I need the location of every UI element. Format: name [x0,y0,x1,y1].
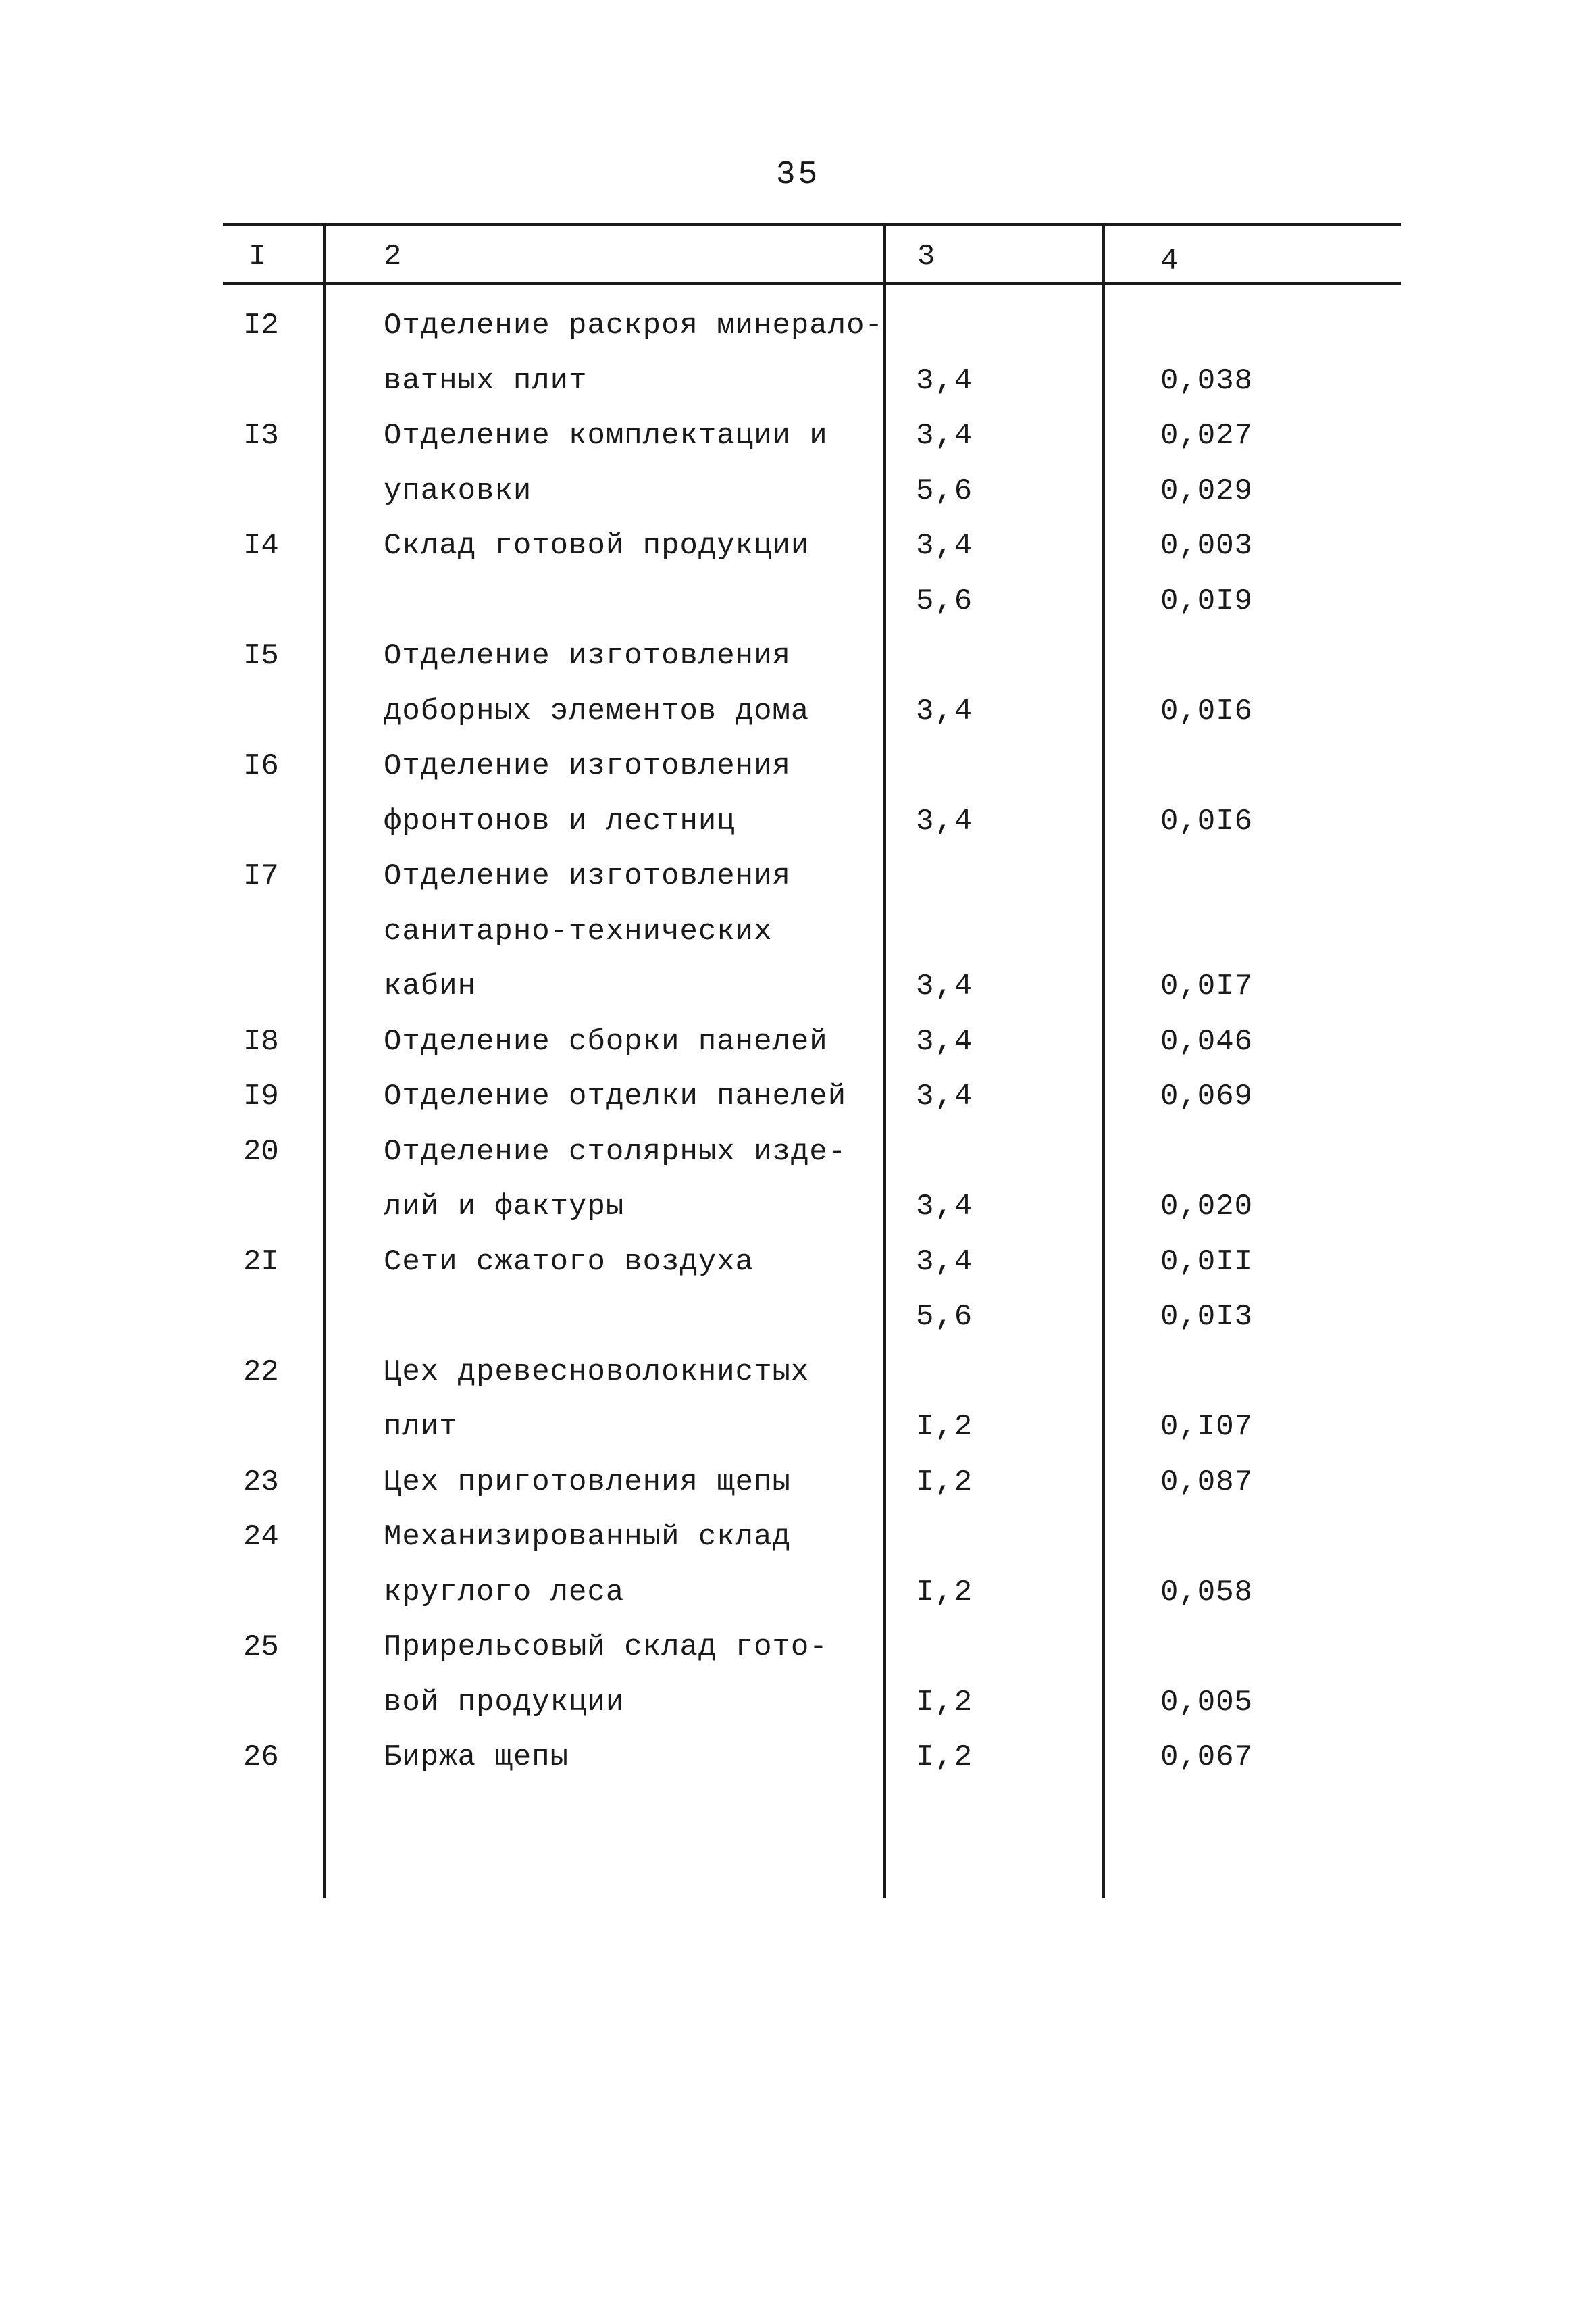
row-name: Отделение комплектации и [384,419,828,453]
row-value: 0,0I9 [1160,584,1254,618]
row-number: I8 [243,1024,279,1059]
row-name: Отделение изготовления [384,749,791,783]
row-value: 0,058 [1160,1575,1254,1609]
row-value: 0,0I6 [1160,804,1254,838]
table-row [0,1180,1596,1235]
row-value: 0,0I7 [1160,970,1254,1003]
row-number: 23 [243,1465,279,1499]
row-category: 3,4 [916,1244,974,1279]
table-header-col2: 2 [384,240,402,274]
row-number: 24 [243,1520,279,1554]
row-name: Цех древесноволокнистых [384,1355,810,1389]
row-category: 3,4 [916,694,974,728]
row-number: I9 [243,1080,279,1113]
row-category: 3,4 [916,1190,974,1224]
row-value: 0,027 [1160,419,1254,453]
table-row [0,409,1596,464]
row-name: плит [384,1410,458,1444]
table-row [0,1730,1596,1786]
table-row [0,795,1596,850]
table-row [0,354,1596,409]
row-value: 0,046 [1160,1024,1254,1059]
row-name: Биржа щепы [384,1740,569,1774]
table-row [0,1455,1596,1511]
row-category: 5,6 [916,584,974,618]
row-value: 0,005 [1160,1685,1254,1719]
table-row [0,1070,1596,1125]
table-row [0,1400,1596,1455]
table-row [0,684,1596,740]
row-category: 5,6 [916,1300,974,1334]
table-row [0,464,1596,520]
row-category: 3,4 [916,804,974,838]
row-value: 0,020 [1160,1190,1254,1224]
row-value: 0,067 [1160,1740,1254,1774]
row-number: 26 [243,1740,279,1774]
table-row [0,1620,1596,1676]
row-category: I,2 [916,1410,974,1444]
row-value: 0,I07 [1160,1410,1254,1444]
row-name: Сети сжатого воздуха [384,1244,754,1279]
table-row [0,629,1596,684]
table-row [0,1290,1596,1345]
table-row [0,849,1596,905]
page-number: 35 [775,157,821,193]
row-category: 3,4 [916,419,974,453]
row-name: круглого леса [384,1575,625,1609]
row-category: I,2 [916,1465,974,1499]
row-value: 0,0I3 [1160,1300,1254,1334]
table-row [0,1125,1596,1180]
row-number: I3 [243,419,279,453]
row-name: санитарно-технических [384,914,773,949]
row-number: I5 [243,639,279,673]
row-value: 0,0I6 [1160,694,1254,728]
row-category: 3,4 [916,363,974,398]
table-row [0,1345,1596,1401]
row-name: Отделение раскроя минерало- [384,309,883,343]
row-value: 0,0II [1160,1244,1254,1279]
table-row [0,1015,1596,1070]
table-row [0,299,1596,354]
row-name: ватных плит [384,363,588,398]
row-value: 0,069 [1160,1080,1254,1113]
table-top-rule [223,223,1401,226]
row-name: Склад готовой продукции [384,529,810,563]
row-category: 3,4 [916,529,974,563]
table-row [0,905,1596,960]
row-category: I,2 [916,1575,974,1609]
row-number: 2I [243,1244,279,1279]
table-body [0,299,1596,1786]
row-name: Отделение сборки панелей [384,1024,828,1059]
row-name: вой продукции [384,1685,625,1719]
table-row [0,519,1596,574]
row-number: I2 [243,309,279,343]
row-number: I7 [243,859,279,893]
row-name: фронтонов и лестниц [384,804,736,838]
row-name: Отделение изготовления [384,859,791,893]
row-number: 25 [243,1630,279,1664]
table-row [0,1676,1596,1731]
row-name: Отделение столярных изде- [384,1134,847,1169]
row-name: Прирельсовый склад гото- [384,1630,828,1664]
row-name: Механизированный склад [384,1520,791,1554]
row-name: доборных элементов дома [384,694,810,728]
row-number: 22 [243,1355,279,1389]
row-category: 3,4 [916,970,974,1003]
table-row [0,1235,1596,1290]
table-row [0,1565,1596,1621]
row-category: I,2 [916,1685,974,1719]
table-header-col1: I [249,240,267,274]
table-row [0,739,1596,795]
table-row [0,959,1596,1015]
row-number: I4 [243,529,279,563]
row-category: 3,4 [916,1080,974,1113]
table-header-col3: 3 [917,240,935,274]
row-name: Отделение изготовления [384,639,791,673]
row-category: 5,6 [916,474,974,508]
row-name: Цех приготовления щепы [384,1465,791,1499]
row-value: 0,029 [1160,474,1254,508]
row-name: кабин [384,970,477,1003]
row-name: лий и фактуры [384,1190,625,1224]
table-row [0,574,1596,630]
row-category: 3,4 [916,1024,974,1059]
row-number: 20 [243,1134,279,1169]
row-value: 0,038 [1160,363,1254,398]
row-category: I,2 [916,1740,974,1774]
row-name: Отделение отделки панелей [384,1080,847,1113]
row-number: I6 [243,749,279,783]
table-header-col4: 4 [1160,245,1179,278]
row-value: 0,003 [1160,529,1254,563]
table-row [0,1510,1596,1565]
row-name: упаковки [384,474,532,508]
header-bottom-rule [223,282,1401,285]
row-value: 0,087 [1160,1465,1254,1499]
